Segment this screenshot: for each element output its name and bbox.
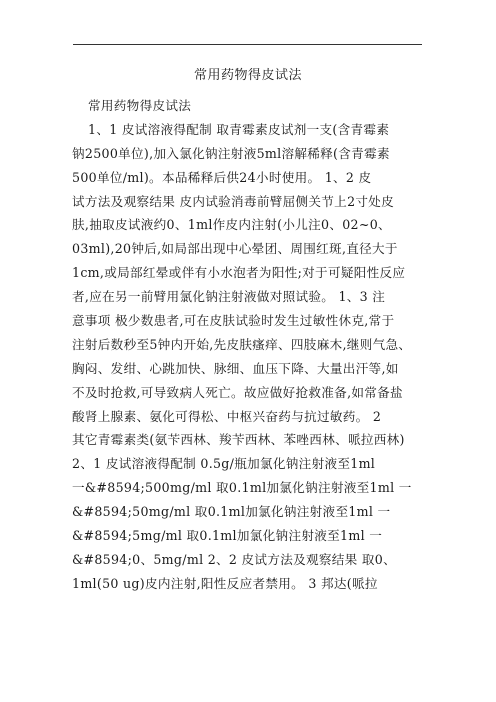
text-line: 意事项 极少数患者,可在皮肤试验时发生过敏性休克,常于 (72, 313, 395, 329)
document-title: 常用药物得皮试法 (193, 68, 302, 83)
text-line: 2、1 皮试溶液得配制 0.5g/瓶加氯化钠注射液至1ml (72, 456, 376, 472)
text-line: 500单位/ml)。本品稀释后供24小时使用。 1、2 皮 (72, 169, 372, 185)
text-line: 其它青霉素类(氨苄西林、羧苄西林、苯唑西林、哌拉西林) (72, 432, 405, 448)
body-text (72, 94, 440, 596)
text-line: 03ml),20钟后,如局部出现中心晕团、周围红斑,直径大于 (72, 241, 398, 257)
text-line: 不及时抢救,可导致病人死亡。故应做好抢救准备,如常备盐 (72, 384, 403, 400)
text-line: 1ml(50 ug)皮内注射,阳性反应者禁用。 3 邦达(哌拉 (72, 575, 378, 591)
text-line: 钠2500单位),加入氯化钠注射液5ml溶解稀释(含青霉素 (72, 145, 390, 161)
text-line: 酸肾上腺素、氨化可得松、中枢兴奋药与抗过敏药。 2 (72, 408, 382, 424)
paragraph-heading: 常用药物得皮试法 (88, 98, 192, 113)
text-line: 胸闷、发绀、心跳加快、脉细、血压下降、大量出汗等,如 (72, 360, 399, 376)
text-line: &#8594;50mg/ml 取0.1ml加氯化钠注射液至1ml 一 (72, 504, 391, 520)
text-line: 一&#8594;500mg/ml 取0.1ml加氯化钠注射液至1ml 一 (72, 480, 412, 496)
text-line: 1、1 皮试溶液得配制 取青霉素皮试剂一支(含青霉素 (88, 121, 390, 137)
text-line: 注射后数秒至5钟内开始,先皮肤瘙痒、四肢麻木,继则气急、 (72, 336, 412, 352)
text-line: 肤,抽取皮试液约0、1ml作皮内注射(小儿注0、02~0、 (72, 217, 391, 233)
header-rule (73, 44, 422, 45)
text-line: 试方法及观察结果 皮内试验消毒前臂屈侧关节上2寸处皮 (72, 193, 395, 209)
text-line: &#8594;5mg/ml 取0.1ml加氯化钠注射液至1ml 一 (72, 528, 383, 544)
text-line: &#8594;0、5mg/ml 2、2 皮试方法及观察结果 取0、 (72, 551, 396, 567)
text-line: 者,应在另一前臂用氯化钠注射液做对照试验。 1、3 注 (72, 289, 386, 305)
text-line: 1cm,或局部红晕或伴有小水泡者为阳性;对于可疑阳性反应 (72, 265, 406, 281)
